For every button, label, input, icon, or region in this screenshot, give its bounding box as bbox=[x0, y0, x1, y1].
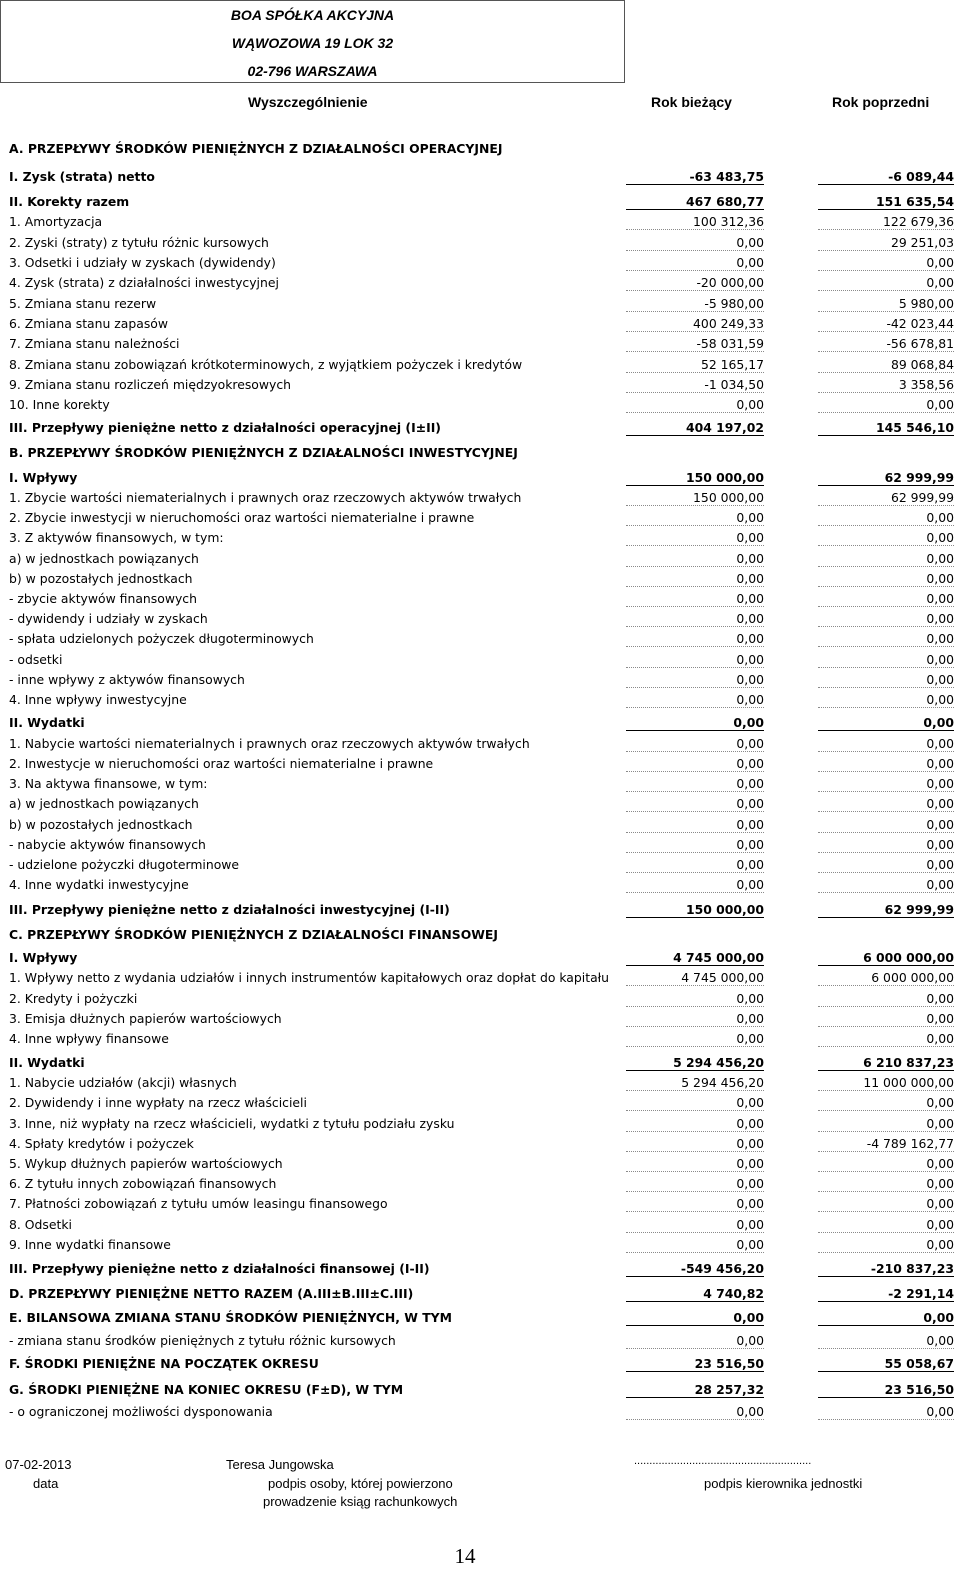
current-year-value: -63 483,75 bbox=[626, 169, 764, 185]
previous-year-value: -56 678,81 bbox=[818, 336, 954, 352]
row-label: C. PRZEPŁYWY ŚRODKÓW PIENIĘŻNYCH Z DZIAŁALNOŚCI FINANSOWEJ bbox=[9, 927, 498, 942]
current-year-value: 0,00 bbox=[626, 235, 764, 251]
row-label: III. Przepływy pieniężne netto z działalności inwestycyjnej (I-II) bbox=[9, 902, 450, 917]
table-row bbox=[0, 793, 960, 813]
current-year-value: -5 980,00 bbox=[626, 296, 764, 312]
current-year-value: 0,00 bbox=[626, 672, 764, 688]
row-label: 1. Nabycie wartości niematerialnych i prawnych oraz rzeczowych aktywów trwałych bbox=[9, 736, 530, 751]
current-year-value: 404 197,02 bbox=[626, 420, 764, 436]
previous-year-value: 0,00 bbox=[818, 652, 954, 668]
table-row bbox=[0, 138, 960, 158]
table-row bbox=[0, 854, 960, 874]
current-year-value: 150 000,00 bbox=[626, 902, 764, 918]
table-row bbox=[0, 374, 960, 394]
row-label: 2. Zyski (straty) z tytułu różnic kursowych bbox=[9, 235, 269, 250]
table-row bbox=[0, 1133, 960, 1153]
table-row bbox=[0, 568, 960, 588]
footer-date: 07-02-2013 bbox=[5, 1457, 72, 1472]
row-label: 3. Emisja dłużnych papierów wartościowych bbox=[9, 1011, 282, 1026]
table-row bbox=[0, 1307, 960, 1327]
header-description: Wyszczególnienie bbox=[248, 94, 368, 110]
previous-year-value: 55 058,67 bbox=[818, 1356, 954, 1372]
table-row bbox=[0, 487, 960, 507]
current-year-value: 0,00 bbox=[626, 1176, 764, 1192]
row-label: 7. Zmiana stanu należności bbox=[9, 336, 180, 351]
table-row bbox=[0, 354, 960, 374]
current-year-value: 0,00 bbox=[626, 837, 764, 853]
previous-year-value: 0,00 bbox=[818, 591, 954, 607]
table-row bbox=[0, 689, 960, 709]
table-row bbox=[0, 712, 960, 732]
table-row bbox=[0, 1072, 960, 1092]
previous-year-value: 145 546,10 bbox=[818, 420, 954, 436]
previous-year-value: 0,00 bbox=[818, 571, 954, 587]
table-row bbox=[0, 1283, 960, 1303]
previous-year-value: 0,00 bbox=[818, 1176, 954, 1192]
table-row bbox=[0, 166, 960, 186]
current-year-value: -1 034,50 bbox=[626, 377, 764, 393]
row-label: b) w pozostałych jednostkach bbox=[9, 571, 193, 586]
current-year-value: 4 740,82 bbox=[626, 1286, 764, 1302]
previous-year-value: 89 068,84 bbox=[818, 357, 954, 373]
previous-year-value: 0,00 bbox=[818, 1333, 954, 1349]
current-year-value: 0,00 bbox=[626, 692, 764, 708]
row-label: 3. Z aktywów finansowych, w tym: bbox=[9, 530, 224, 545]
table-row bbox=[0, 1028, 960, 1048]
current-year-value: 5 294 456,20 bbox=[626, 1055, 764, 1071]
current-year-value: -549 456,20 bbox=[626, 1261, 764, 1277]
row-label: B. PRZEPŁYWY ŚRODKÓW PIENIĘŻNYCH Z DZIAŁALNOŚCI INWESTYCYJNEJ bbox=[9, 445, 518, 460]
current-year-value: 150 000,00 bbox=[626, 470, 764, 486]
current-year-value: 0,00 bbox=[626, 817, 764, 833]
table-row bbox=[0, 588, 960, 608]
table-row bbox=[0, 733, 960, 753]
current-year-value: 0,00 bbox=[626, 756, 764, 772]
previous-year-value: 6 210 837,23 bbox=[818, 1055, 954, 1071]
row-label: 1. Zbycie wartości niematerialnych i prawnych oraz rzeczowych aktywów trwałych bbox=[9, 490, 522, 505]
row-label: a) w jednostkach powiązanych bbox=[9, 551, 199, 566]
previous-year-value: 6 000 000,00 bbox=[818, 970, 954, 986]
table-row bbox=[0, 1153, 960, 1173]
row-label: 3. Odsetki i udziały w zyskach (dywidendy) bbox=[9, 255, 276, 270]
row-label: b) w pozostałych jednostkach bbox=[9, 817, 193, 832]
previous-year-value: -4 789 162,77 bbox=[818, 1136, 954, 1152]
row-label: II. Wydatki bbox=[9, 715, 85, 730]
table-row bbox=[0, 1258, 960, 1278]
row-label: I. Wpływy bbox=[9, 950, 78, 965]
previous-year-value: 0,00 bbox=[818, 991, 954, 1007]
row-label: III. Przepływy pieniężne netto z działalności operacyjnej (I±II) bbox=[9, 420, 441, 435]
previous-year-value: -6 089,44 bbox=[818, 169, 954, 185]
row-label: 7. Płatności zobowiązań z tytułu umów leasingu finansowego bbox=[9, 1196, 388, 1211]
previous-year-value: 0,00 bbox=[818, 1156, 954, 1172]
current-year-value: -58 031,59 bbox=[626, 336, 764, 352]
previous-year-value: 0,00 bbox=[818, 692, 954, 708]
current-year-value: 0,00 bbox=[626, 1136, 764, 1152]
previous-year-value: 0,00 bbox=[818, 857, 954, 873]
row-label: - zmiana stanu środków pieniężnych z tytułu różnic kursowych bbox=[9, 1333, 396, 1348]
footer-signature-dots: .......................................................... bbox=[634, 1455, 812, 1467]
row-label: - odsetki bbox=[9, 652, 63, 667]
current-year-value: 0,00 bbox=[626, 776, 764, 792]
footer-person-name: Teresa Jungowska bbox=[226, 1457, 334, 1472]
previous-year-value: 0,00 bbox=[818, 530, 954, 546]
row-label: 2. Inwestycje w nieruchomości oraz wartości niematerialne i prawne bbox=[9, 756, 434, 771]
previous-year-value: 62 999,99 bbox=[818, 490, 954, 506]
table-row bbox=[0, 967, 960, 987]
table-row bbox=[0, 1379, 960, 1399]
previous-year-value: -2 291,14 bbox=[818, 1286, 954, 1302]
table-row bbox=[0, 773, 960, 793]
table-row bbox=[0, 232, 960, 252]
table-row bbox=[0, 649, 960, 669]
table-row bbox=[0, 1113, 960, 1133]
previous-year-value: 151 635,54 bbox=[818, 194, 954, 210]
row-label: III. Przepływy pieniężne netto z działalności finansowej (I-II) bbox=[9, 1261, 430, 1276]
previous-year-value: 0,00 bbox=[818, 672, 954, 688]
current-year-value: 150 000,00 bbox=[626, 490, 764, 506]
row-label: a) w jednostkach powiązanych bbox=[9, 796, 199, 811]
header-current-year: Rok bieżący bbox=[651, 94, 732, 110]
current-year-value: 0,00 bbox=[626, 1196, 764, 1212]
current-year-value: 0,00 bbox=[626, 510, 764, 526]
current-year-value: 0,00 bbox=[626, 877, 764, 893]
current-year-value: 0,00 bbox=[626, 796, 764, 812]
table-row bbox=[0, 753, 960, 773]
footer-date-caption: data bbox=[33, 1476, 59, 1491]
previous-year-value: 23 516,50 bbox=[818, 1382, 954, 1398]
row-label: 8. Odsetki bbox=[9, 1217, 72, 1232]
table-row bbox=[0, 293, 960, 313]
current-year-value: 0,00 bbox=[626, 1116, 764, 1132]
current-year-value: 0,00 bbox=[626, 652, 764, 668]
company-city: 02-796 WARSZAWA bbox=[247, 63, 378, 79]
current-year-value: 0,00 bbox=[626, 736, 764, 752]
current-year-value: 0,00 bbox=[626, 1237, 764, 1253]
row-label: 2. Dywidendy i inne wypłaty na rzecz właścicieli bbox=[9, 1095, 307, 1110]
previous-year-value: 0,00 bbox=[818, 1031, 954, 1047]
header-previous-year: Rok poprzedni bbox=[832, 94, 930, 110]
footer-head-caption: podpis kierownika jednostki bbox=[704, 1476, 863, 1491]
table-row bbox=[0, 191, 960, 211]
previous-year-value: 0,00 bbox=[818, 1217, 954, 1233]
current-year-value: 23 516,50 bbox=[626, 1356, 764, 1372]
table-row bbox=[0, 874, 960, 894]
row-label: D. PRZEPŁYWY PIENIĘŻNE NETTO RAZEM (A.III±B.III±C.III) bbox=[9, 1286, 414, 1301]
previous-year-value: -42 023,44 bbox=[818, 316, 954, 332]
row-label: 4. Inne wpływy finansowe bbox=[9, 1031, 169, 1046]
previous-year-value: 0,00 bbox=[818, 1116, 954, 1132]
table-row bbox=[0, 834, 960, 854]
row-label: 2. Kredyty i pożyczki bbox=[9, 991, 138, 1006]
table-row bbox=[0, 1008, 960, 1028]
signature-footer bbox=[0, 1455, 960, 1525]
page-number: 14 bbox=[454, 1544, 476, 1568]
current-year-value: 0,00 bbox=[626, 530, 764, 546]
current-year-value: 400 249,33 bbox=[626, 316, 764, 332]
table-row bbox=[0, 467, 960, 487]
previous-year-value: 0,00 bbox=[818, 736, 954, 752]
previous-year-value: 0,00 bbox=[818, 551, 954, 567]
table-row bbox=[0, 442, 960, 462]
current-year-value: 0,00 bbox=[626, 631, 764, 647]
current-year-value: 5 294 456,20 bbox=[626, 1075, 764, 1091]
previous-year-value: 0,00 bbox=[818, 1310, 954, 1326]
current-year-value: 0,00 bbox=[626, 571, 764, 587]
current-year-value: 0,00 bbox=[626, 611, 764, 627]
table-row bbox=[0, 1173, 960, 1193]
row-label: A. PRZEPŁYWY ŚRODKÓW PIENIĘŻNYCH Z DZIAŁALNOŚCI OPERACYJNEJ bbox=[9, 141, 503, 156]
row-label: 3. Inne, niż wypłaty na rzecz właścicieli, wydatki z tytułu podziału zysku bbox=[9, 1116, 455, 1131]
previous-year-value: 0,00 bbox=[818, 756, 954, 772]
current-year-value: 4 745 000,00 bbox=[626, 950, 764, 966]
row-label: 10. Inne korekty bbox=[9, 397, 110, 412]
table-row bbox=[0, 211, 960, 231]
row-label: - dywidendy i udziały w zyskach bbox=[9, 611, 208, 626]
company-street: WĄWOZOWA 19 LOK 32 bbox=[231, 35, 394, 51]
table-row bbox=[0, 1092, 960, 1112]
row-label: 1. Wpływy netto z wydania udziałów i innych instrumentów kapitałowych oraz dopłat do kapitału bbox=[9, 970, 610, 985]
table-row bbox=[0, 1193, 960, 1213]
table-row bbox=[0, 394, 960, 414]
row-label: II. Korekty razem bbox=[9, 194, 130, 209]
row-label: 1. Nabycie udziałów (akcji) własnych bbox=[9, 1075, 237, 1090]
previous-year-value: 122 679,36 bbox=[818, 214, 954, 230]
previous-year-value: 0,00 bbox=[818, 397, 954, 413]
row-label: - inne wpływy z aktywów finansowych bbox=[9, 672, 245, 687]
table-row bbox=[0, 947, 960, 967]
current-year-value: 0,00 bbox=[626, 255, 764, 271]
current-year-value: 4 745 000,00 bbox=[626, 970, 764, 986]
table-row bbox=[0, 669, 960, 689]
previous-year-value: 11 000 000,00 bbox=[818, 1075, 954, 1091]
footer-person-caption: podpis osoby, której powierzono bbox=[268, 1476, 453, 1491]
current-year-value: 0,00 bbox=[626, 1156, 764, 1172]
current-year-value: 0,00 bbox=[626, 1217, 764, 1233]
previous-year-value: 0,00 bbox=[818, 1011, 954, 1027]
current-year-value: -20 000,00 bbox=[626, 275, 764, 291]
current-year-value: 0,00 bbox=[626, 991, 764, 1007]
previous-year-value: 62 999,99 bbox=[818, 902, 954, 918]
current-year-value: 0,00 bbox=[626, 857, 764, 873]
row-label: 4. Inne wydatki inwestycyjne bbox=[9, 877, 189, 892]
row-label: 4. Inne wpływy inwestycyjne bbox=[9, 692, 187, 707]
previous-year-value: 0,00 bbox=[818, 776, 954, 792]
row-label: - o ograniczonej możliwości dysponowania bbox=[9, 1404, 273, 1419]
table-row bbox=[0, 313, 960, 333]
previous-year-value: 0,00 bbox=[818, 715, 954, 731]
row-label: - spłata udzielonych pożyczek długoterminowych bbox=[9, 631, 314, 646]
table-row bbox=[0, 899, 960, 919]
row-label: 9. Zmiana stanu rozliczeń międzyokresowych bbox=[9, 377, 292, 392]
current-year-value: 28 257,32 bbox=[626, 1382, 764, 1398]
row-label: F. ŚRODKI PIENIĘŻNE NA POCZĄTEK OKRESU bbox=[9, 1356, 319, 1371]
previous-year-value: 3 358,56 bbox=[818, 377, 954, 393]
row-label: G. ŚRODKI PIENIĘŻNE NA KONIEC OKRESU (F±D), W TYM bbox=[9, 1382, 404, 1397]
current-year-value: 0,00 bbox=[626, 715, 764, 731]
previous-year-value: 0,00 bbox=[818, 1237, 954, 1253]
table-row bbox=[0, 507, 960, 527]
table-row bbox=[0, 608, 960, 628]
current-year-value: 0,00 bbox=[626, 1333, 764, 1349]
table-row bbox=[0, 814, 960, 834]
row-label: 2. Zbycie inwestycji w nieruchomości oraz wartości niematerialne i prawne bbox=[9, 510, 475, 525]
table-row bbox=[0, 924, 960, 944]
previous-year-value: -210 837,23 bbox=[818, 1261, 954, 1277]
table-row bbox=[0, 1052, 960, 1072]
row-label: 1. Amortyzacja bbox=[9, 214, 103, 229]
current-year-value: 100 312,36 bbox=[626, 214, 764, 230]
current-year-value: 0,00 bbox=[626, 1031, 764, 1047]
row-label: - udzielone pożyczki długoterminowe bbox=[9, 857, 240, 872]
previous-year-value: 0,00 bbox=[818, 611, 954, 627]
previous-year-value: 0,00 bbox=[818, 1196, 954, 1212]
current-year-value: 467 680,77 bbox=[626, 194, 764, 210]
table-row bbox=[0, 1234, 960, 1254]
previous-year-value: 0,00 bbox=[818, 1404, 954, 1420]
table-row bbox=[0, 1330, 960, 1350]
row-label: 3. Na aktywa finansowe, w tym: bbox=[9, 776, 208, 791]
table-row bbox=[0, 417, 960, 437]
table-row bbox=[0, 1214, 960, 1234]
current-year-value: 0,00 bbox=[626, 1404, 764, 1420]
current-year-value: 0,00 bbox=[626, 397, 764, 413]
table-row bbox=[0, 988, 960, 1008]
previous-year-value: 6 000 000,00 bbox=[818, 950, 954, 966]
current-year-value: 0,00 bbox=[626, 1095, 764, 1111]
previous-year-value: 0,00 bbox=[818, 817, 954, 833]
footer-person-caption-2: prowadzenie ksiąg rachunkowych bbox=[263, 1494, 458, 1509]
row-label: I. Zysk (strata) netto bbox=[9, 169, 155, 184]
previous-year-value: 0,00 bbox=[818, 255, 954, 271]
row-label: 4. Zysk (strata) z działalności inwestycyjnej bbox=[9, 275, 279, 290]
row-label: II. Wydatki bbox=[9, 1055, 85, 1070]
row-label: 5. Zmiana stanu rezerw bbox=[9, 296, 157, 311]
row-label: - nabycie aktywów finansowych bbox=[9, 837, 206, 852]
row-label: 5. Wykup dłużnych papierów wartościowych bbox=[9, 1156, 283, 1171]
table-row bbox=[0, 628, 960, 648]
table-row bbox=[0, 252, 960, 272]
previous-year-value: 62 999,99 bbox=[818, 470, 954, 486]
table-row bbox=[0, 527, 960, 547]
table-row bbox=[0, 272, 960, 292]
row-label: 6. Z tytułu innych zobowiązań finansowych bbox=[9, 1176, 277, 1191]
previous-year-value: 0,00 bbox=[818, 510, 954, 526]
row-label: 6. Zmiana stanu zapasów bbox=[9, 316, 169, 331]
company-name: BOA SPÓŁKA AKCYJNA bbox=[230, 7, 395, 23]
current-year-value: 0,00 bbox=[626, 551, 764, 567]
row-label: 9. Inne wydatki finansowe bbox=[9, 1237, 171, 1252]
table-row bbox=[0, 548, 960, 568]
current-year-value: 52 165,17 bbox=[626, 357, 764, 373]
row-label: E. BILANSOWA ZMIANA STANU ŚRODKÓW PIENIĘŻNYCH, W TYM bbox=[9, 1310, 452, 1325]
current-year-value: 0,00 bbox=[626, 1310, 764, 1326]
row-label: 8. Zmiana stanu zobowiązań krótkoterminowych, z wyjątkiem pożyczek i kredytów bbox=[9, 357, 523, 372]
previous-year-value: 0,00 bbox=[818, 837, 954, 853]
previous-year-value: 0,00 bbox=[818, 877, 954, 893]
previous-year-value: 5 980,00 bbox=[818, 296, 954, 312]
current-year-value: 0,00 bbox=[626, 591, 764, 607]
row-label: - zbycie aktywów finansowych bbox=[9, 591, 197, 606]
previous-year-value: 0,00 bbox=[818, 796, 954, 812]
table-row bbox=[0, 1401, 960, 1421]
table-row bbox=[0, 1353, 960, 1373]
row-label: 4. Spłaty kredytów i pożyczek bbox=[9, 1136, 194, 1151]
table-row bbox=[0, 333, 960, 353]
current-year-value: 0,00 bbox=[626, 1011, 764, 1027]
row-label: I. Wpływy bbox=[9, 470, 78, 485]
previous-year-value: 0,00 bbox=[818, 1095, 954, 1111]
previous-year-value: 29 251,03 bbox=[818, 235, 954, 251]
previous-year-value: 0,00 bbox=[818, 631, 954, 647]
previous-year-value: 0,00 bbox=[818, 275, 954, 291]
